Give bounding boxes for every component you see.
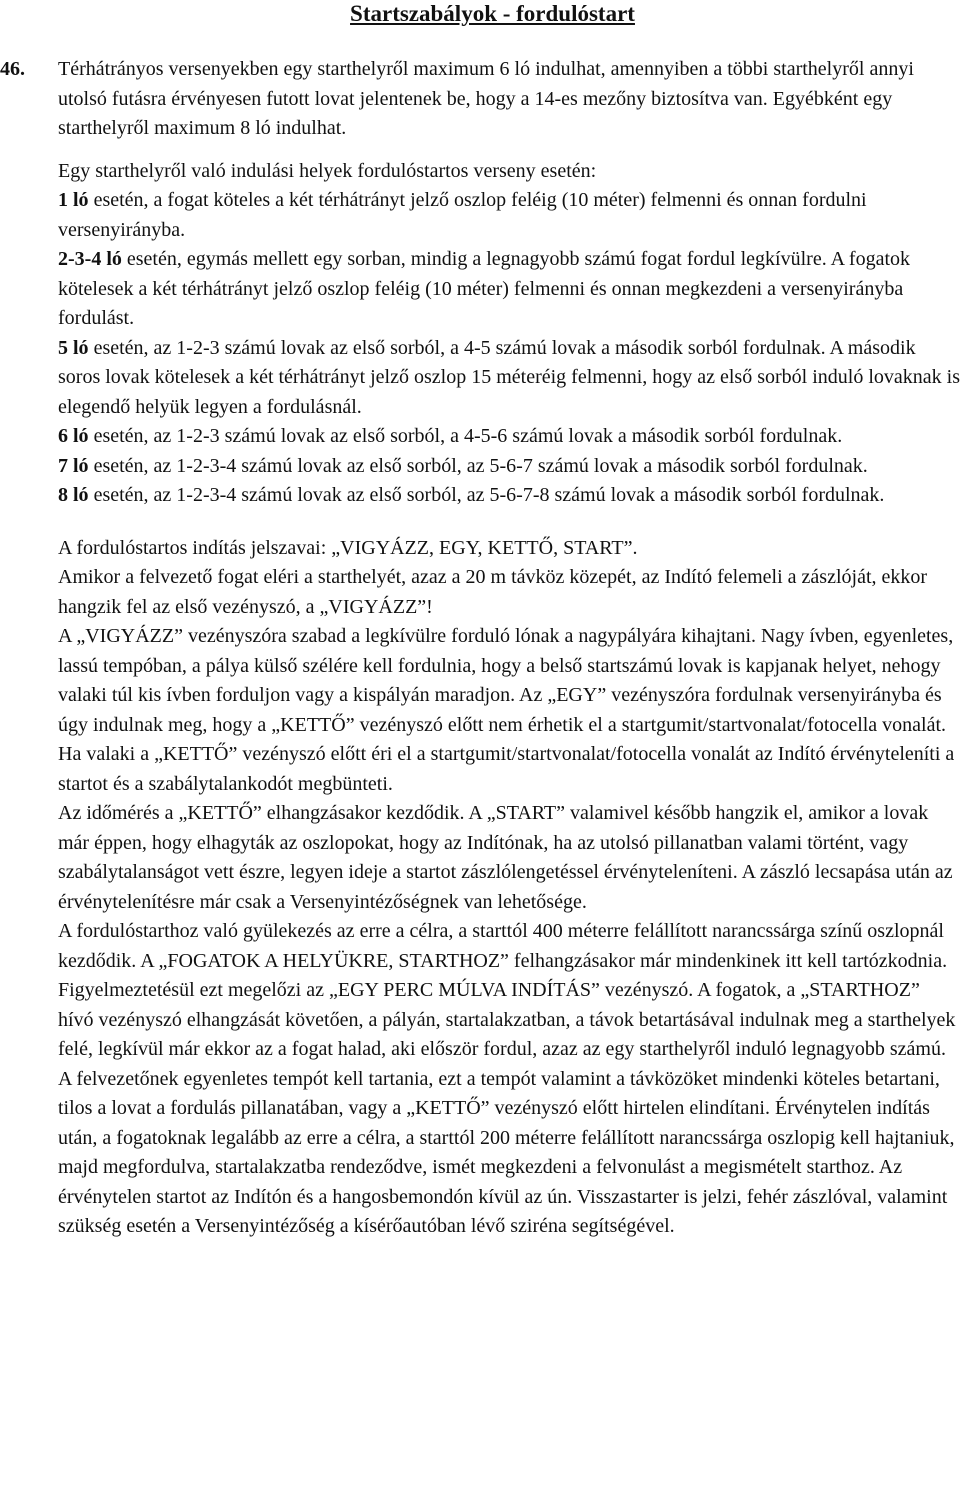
case-text: esetén, az 1-2-3 számú lovak az első sorból, a 4-5 számú lovak a második sorból fordulnak. A második soros lovak kötelesek a két térhátrányt jelző oszlop 15 méteréig felmenni, hogy az első sorból induló lovaknak is elegendő helyük legyen a fordulásnál. xyxy=(58,336,960,418)
case-label: 1 ló xyxy=(58,189,89,211)
case-7-horses xyxy=(58,452,960,482)
case-label: 6 ló xyxy=(58,425,89,447)
intro-paragraph: Térhátrányos versenyekben egy starthelyről maximum 6 ló indulhat, amennyiben a többi starthelyről annyi utolsó futásra érvényesen futott lovat jelentenek be, hogy a 14-es mezőny biztosítva van. Egyébként egy starthelyről maximum 8 ló indulhat. xyxy=(58,58,914,139)
page-title: Startszabályok - fordulóstart xyxy=(350,1,635,26)
start-commands-paragraph: A fordulóstartos indítás jelszavai: „VIGYÁZZ, EGY, KETTŐ, START”. xyxy=(58,536,638,559)
case-label: 8 ló xyxy=(58,484,89,506)
vigyazz-paragraph: A „VIGYÁZZ” vezényszóra szabad a legkívülre forduló lónak a nagypályára kihajtani. Nagy ívben, egyenletes, lassú tempóban, a pálya külső szélére kell fordulnia, hogy a belső startszámú lovak is kapjanak helyet, nehogy valaki túl kis ívben forduljon vagy a kispályán maradjon. Az „EGY” vezényszóra fordulnak versenyirányba és úgy indulnak meg, hogy a „KETTŐ” vezényszó előtt nem érhetik el a startgumit/startvonalat/fotocella vonalát. Ha valaki a „KETTŐ” vezényszó előtt éri el a startgumit/startvonalat/fotocella vonalát az Indító érvényteleníti a startot és a szabálytalankodót megbünteti. xyxy=(58,625,955,795)
case-8-horses xyxy=(58,481,960,511)
case-text: esetén, egymás mellett egy sorban, mindig a legnagyobb számú fogat fordul legkívülre. A fogatok kötelesek a két térhátrányt jelző oszlop feléig (10 méter) felmenni és onnan megkezdeni a versenyirányba fordulást. xyxy=(58,248,911,329)
case-1-horse xyxy=(58,186,960,245)
rule-body xyxy=(58,55,960,1242)
first-command-paragraph: Amikor a felvezető fogat eléri a starthelyét, azaz a 20 m távköz közepét, az Indító felemeli a zászlóját, ekkor hangzik fel az első vezényszó, a „VIGYÁZZ”! xyxy=(58,566,928,618)
positions-heading: Egy starthelyről való indulási helyek fordulóstartos verseny esetén: xyxy=(58,159,597,182)
gathering-paragraph: A fordulóstarthoz való gyülekezés az erre a célra, a starttól 400 méterre felállított narancssárga színű oszlopnál kezdődik. A „FOGATOK A HELYÜKRE, STARTHOZ” felhangzásakor már mindenkinek itt kell tartózkodnia. Figyelmeztetésül ezt megelőzi az „EGY PERC MÚLVA INDÍTÁS” vezényszó. A fogatok, a „STARTHOZ” hívó vezényszó elhangzását követően, a pályán, startalakzatban, a távok betartásával indulnak meg a starthelyek felé, legkívül már ekkor az a fogat halad, aki először fordul, azaz az egy starthelyről induló legnagyobb számú. xyxy=(58,920,956,1060)
case-label: 5 ló xyxy=(58,336,89,359)
case-5-horses xyxy=(58,334,960,423)
case-text: esetén, a fogat köteles a két térhátrányt jelző oszlop feléig (10 méter) felmenni és onnan fordulni versenyirányba. xyxy=(58,189,867,241)
case-text: esetén, az 1-2-3-4 számú lovak az első sorból, az 5-6-7 számú lovak a második sorból fordulnak. xyxy=(88,454,868,477)
case-label: 2-3-4 ló xyxy=(58,248,122,270)
pace-paragraph: A felvezetőnek egyenletes tempót kell tartania, ezt a tempót valamint a távközöket mindenki köteles betartani, tilos a lovat a fordulás pillanatában, vagy a „KETTŐ” vezényszó előtt hirtelen elindítani. Érvénytelen indítás után, a fogatoknak legalább az erre a célra, a starttól 200 méterre felállított narancssárga oszlopig kell hajtaniuk, majd megfordulva, startalakzatba rendeződve, ismét megkezdeni a felvonulást a megismételt starthoz. Az érvénytelen startot az Indítón és a hangosbemondón kívül az ún. Visszastarter is jelzi, fehér zászlóval, valamint szükség esetén a Versenyintézőség a kísérőautóban lévő sziréna segítségével. xyxy=(58,1067,955,1237)
case-text: esetén, az 1-2-3 számú lovak az első sorból, a 4-5-6 számú lovak a második sorból fordulnak. xyxy=(88,425,843,447)
case-label: 7 ló xyxy=(58,454,89,477)
case-6-horses xyxy=(58,422,960,452)
timing-paragraph: Az időmérés a „KETTŐ” elhangzásakor kezdődik. A „START” valamivel később hangzik el, amikor a lovak már éppen, hogy elhagyták az oszlopokat, hogy az Indítónak, ha az utolsó pillanatban valami történt, vagy szabálytalanságot vett észre, legyen ideje a startot zászlólengetéssel érvényteleníteni. A zászló lecsapása után az érvénytelenítésre már csak a Versenyintézőségnek van lehetősége. xyxy=(58,802,953,913)
case-text: esetén, az 1-2-3-4 számú lovak az első sorból, az 5-6-7-8 számú lovak a második sorból fordulnak. xyxy=(88,484,885,506)
rule-number: 46. xyxy=(0,58,25,80)
case-2-3-4-horses xyxy=(58,245,960,334)
